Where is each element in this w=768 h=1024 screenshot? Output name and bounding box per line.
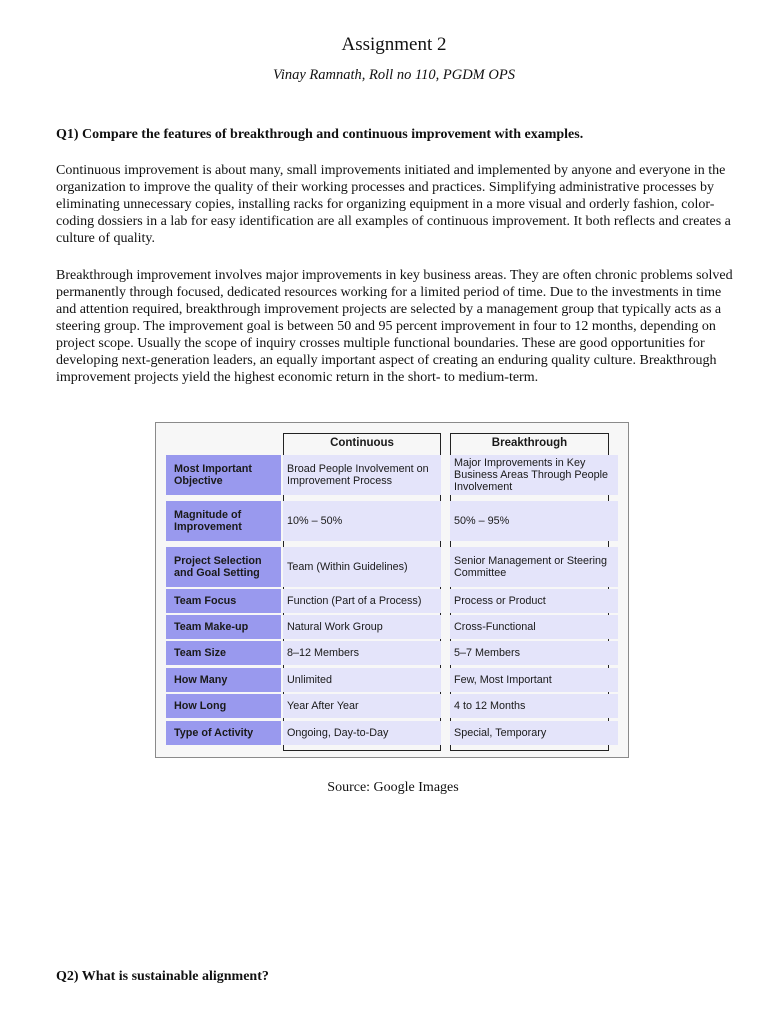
table-cell-continuous: 10% – 50% bbox=[283, 501, 441, 541]
author-line: Vinay Ramnath, Roll no 110, PGDM OPS bbox=[273, 67, 515, 83]
table-cell-continuous: Ongoing, Day-to-Day bbox=[283, 721, 441, 745]
document-title: Assignment 2 bbox=[341, 34, 447, 55]
table-row-label: Most Important Objective bbox=[166, 455, 281, 495]
table-row-label: Type of Activity bbox=[166, 721, 281, 745]
comparison-table-figure bbox=[155, 422, 629, 758]
breakthrough-header: Breakthrough bbox=[491, 437, 568, 449]
table-cell-continuous: Year After Year bbox=[283, 694, 441, 718]
table-cell-breakthrough: Process or Product bbox=[450, 589, 618, 613]
figure-source-caption: Source: Google Images bbox=[327, 780, 459, 795]
table-row-label: Team Size bbox=[166, 641, 281, 665]
table-cell-continuous: Team (Within Guidelines) bbox=[283, 547, 441, 587]
table-row-label: Project Selection and Goal Setting bbox=[166, 547, 281, 587]
table-row-label: How Long bbox=[166, 694, 281, 718]
table-cell-breakthrough: Cross-Functional bbox=[450, 615, 618, 639]
table-cell-breakthrough: Major Improvements in Key Business Areas Through People Involvement bbox=[450, 455, 618, 495]
table-row-label: Team Make-up bbox=[166, 615, 281, 639]
table-row-label: Magnitude of Improvement bbox=[166, 501, 281, 541]
table-cell-continuous: Function (Part of a Process) bbox=[283, 589, 441, 613]
table-cell-breakthrough: 50% – 95% bbox=[450, 501, 618, 541]
table-cell-breakthrough: 5–7 Members bbox=[450, 641, 618, 665]
paragraph-continuous: Continuous improvement is about many, small improvements initiated and implemented by anyone and everyone in the organization to improve the quality of their working processes and practices. Simplifying administrative processes by eliminating unnecessary copies, installing racks for organizing equipment in a more visual and orderly fashion, color-coding dossiers in a lab for easy identification are all examples of continuous improvement. It both reflects and creates a culture of quality. bbox=[56, 163, 731, 246]
question-2: Q2) What is sustainable alignment? bbox=[56, 969, 269, 984]
table-cell-breakthrough: Senior Management or Steering Committee bbox=[450, 547, 618, 587]
table-cell-breakthrough: Special, Temporary bbox=[450, 721, 618, 745]
table-cell-continuous: Broad People Involvement on Improvement Process bbox=[283, 455, 441, 495]
table-row-label: Team Focus bbox=[166, 589, 281, 613]
continuous-header: Continuous bbox=[330, 437, 394, 449]
table-cell-continuous: 8–12 Members bbox=[283, 641, 441, 665]
table-cell-continuous: Unlimited bbox=[283, 668, 441, 692]
question-1: Q1) Compare the features of breakthrough and continuous improvement with examples. bbox=[56, 127, 584, 142]
table-cell-continuous: Natural Work Group bbox=[283, 615, 441, 639]
table-row-label: How Many bbox=[166, 668, 281, 692]
table-cell-breakthrough: 4 to 12 Months bbox=[450, 694, 618, 718]
paragraph-breakthrough: Breakthrough improvement involves major improvements in key business areas. They are often chronic problems solved permanently through focused, dedicated resources working for a limited period of time. Due to the investments in time and attention required, breakthrough improvement projects are selected by a management group that typically acts as a steering group. The improvement goal is between 50 and 95 percent improvement in four to 12 months, depending on project scope. Usually the scope of inquiry crosses multiple functional boundaries. These are good opportunities for developing next-generation leaders, an equally important aspect of creating an enduring quality culture. Breakthrough improvement projects yield the highest economic return in the short- to medium-term. bbox=[56, 268, 733, 385]
table-cell-breakthrough: Few, Most Important bbox=[450, 668, 618, 692]
